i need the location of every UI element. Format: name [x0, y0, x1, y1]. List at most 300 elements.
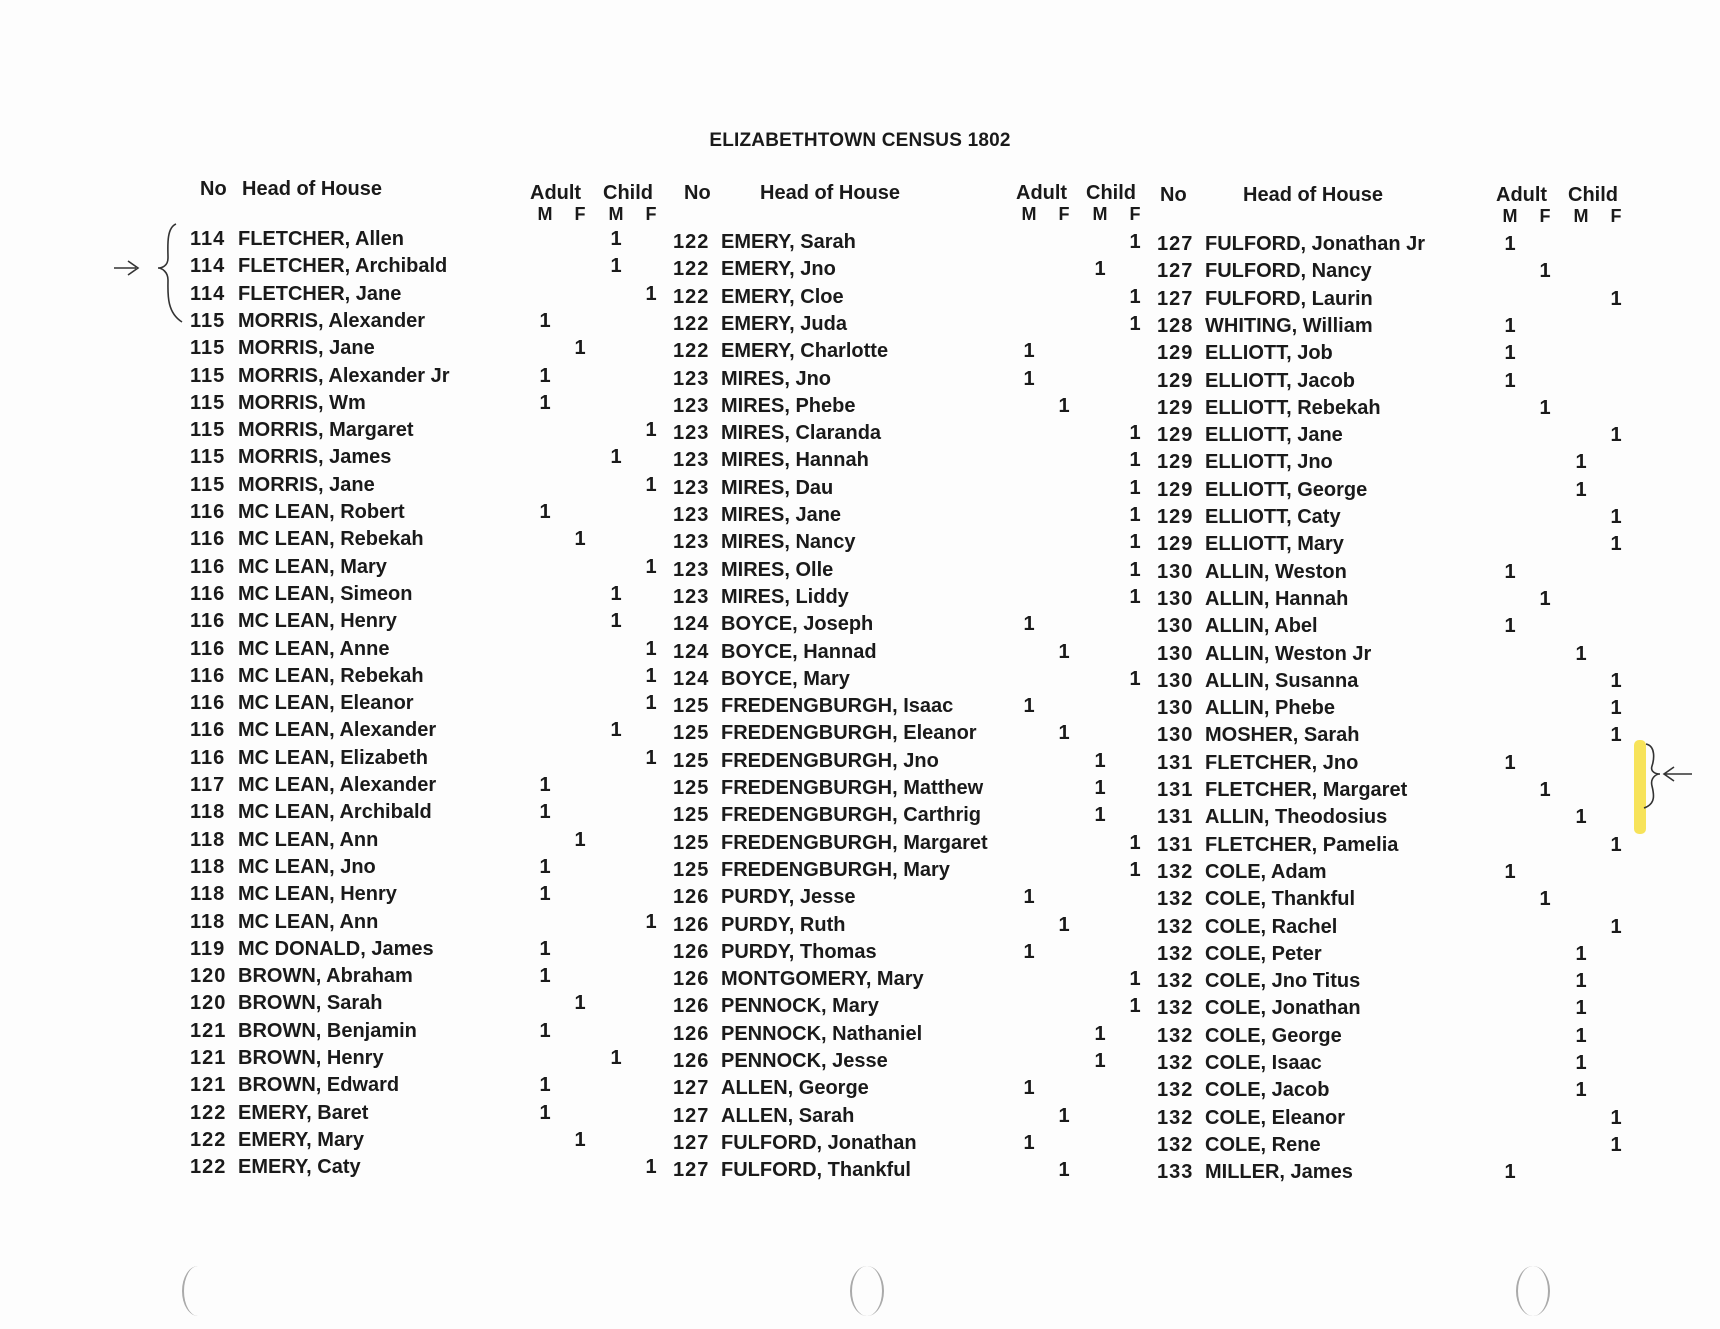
head-of-house-name: MC LEAN, Mary [238, 555, 387, 578]
count-child-m: 1 [1575, 970, 1587, 993]
head-of-house-name: MC LEAN, Rebekah [238, 528, 424, 551]
census-row [190, 938, 660, 965]
household-number: 125 [673, 804, 710, 827]
count-adult-f: 1 [574, 992, 586, 1015]
head-of-house-name: COLE, Thankful [1205, 888, 1355, 911]
head-of-house-name: FULFORD, Jonathan [721, 1131, 917, 1154]
count-child-f: 1 [1129, 858, 1141, 881]
head-of-house-name: COLE, Isaac [1205, 1052, 1322, 1074]
household-number: 132 [1157, 860, 1194, 883]
bracket-arrow-annotation [110, 218, 190, 330]
count-child-f: 1 [1610, 697, 1622, 720]
count-adult-f: 1 [574, 337, 586, 360]
census-row [190, 228, 660, 255]
census-row [1157, 1161, 1627, 1188]
head-of-house-name: ELLIOTT, Mary [1205, 533, 1344, 556]
census-row [673, 804, 1143, 831]
census-row [190, 774, 660, 801]
household-number: 118 [190, 883, 226, 906]
header-adult: Adult [530, 182, 582, 204]
household-number: 126 [673, 913, 710, 936]
count-child-f: 1 [645, 555, 657, 578]
household-number: 123 [673, 449, 710, 472]
household-number: 117 [190, 774, 226, 796]
census-row [1157, 588, 1627, 615]
household-number: 115 [190, 391, 226, 414]
head-of-house-name: MONTGOMERY, Mary [721, 968, 924, 991]
household-number: 129 [1157, 342, 1194, 365]
household-number: 131 [1157, 833, 1194, 856]
head-of-house-name: FREDENGBURGH, Carthrig [721, 804, 982, 827]
census-row [1157, 288, 1627, 315]
head-of-house-name: FULFORD, Nancy [1205, 260, 1372, 283]
census-row [1157, 451, 1627, 478]
count-adult-f: 1 [1058, 640, 1070, 663]
count-child-f: 1 [645, 910, 657, 933]
household-number: 122 [673, 340, 710, 363]
count-child-m: 1 [1575, 942, 1587, 965]
count-adult-m: 1 [539, 965, 551, 988]
census-row [190, 365, 660, 392]
count-child-m: 1 [1575, 451, 1587, 474]
census-row [1157, 260, 1627, 287]
head-of-house-name: FREDENGBURGH, Margaret [721, 831, 988, 854]
count-adult-m: 1 [1023, 695, 1035, 718]
census-row [1157, 1052, 1627, 1079]
head-of-house-name: MORRIS, James [238, 446, 392, 469]
count-child-f: 1 [645, 637, 657, 660]
household-number: 116 [190, 610, 226, 633]
household-number: 116 [190, 637, 226, 660]
count-child-m: 1 [1575, 1052, 1587, 1074]
header-child-m: M [1092, 204, 1108, 224]
household-number: 128 [1157, 314, 1194, 337]
household-number: 129 [1157, 424, 1194, 447]
census-row [673, 1050, 1143, 1077]
head-of-house-name: COLE, Jno Titus [1205, 970, 1361, 993]
head-of-house-name: BROWN, Henry [238, 1047, 384, 1069]
head-of-house-name: FREDENGBURGH, Eleanor [721, 722, 977, 745]
household-number: 132 [1157, 888, 1194, 911]
census-row [190, 255, 660, 282]
count-adult-f: 1 [574, 1128, 586, 1151]
census-row [190, 556, 660, 583]
census-row [1157, 479, 1627, 506]
count-child-m: 1 [1094, 1022, 1106, 1045]
count-child-m: 1 [1094, 749, 1106, 772]
head-of-house-name: EMERY, Juda [721, 312, 847, 335]
document-title: ELIZABETHTOWN CENSUS 1802 [709, 130, 1011, 151]
count-child-m: 1 [610, 228, 622, 250]
census-row [1157, 561, 1627, 588]
head-of-house-name: MC LEAN, Jno [238, 855, 376, 878]
head-of-house-name: BROWN, Abraham [238, 965, 413, 988]
head-of-house-name: ALLIN, Abel [1205, 615, 1318, 638]
count-adult-m: 1 [1023, 1077, 1035, 1100]
head-of-house-name: MIRES, Dau [721, 476, 834, 499]
count-adult-f: 1 [1058, 1159, 1070, 1182]
head-of-house-name: PURDY, Ruth [721, 913, 846, 936]
head-of-house-name: BOYCE, Hannad [721, 640, 877, 663]
header-child-f: F [645, 204, 657, 224]
head-of-house-name: COLE, Peter [1205, 942, 1322, 965]
household-number: 118 [190, 801, 226, 824]
census-row [673, 340, 1143, 367]
count-adult-m: 1 [1504, 314, 1516, 337]
household-number: 120 [190, 992, 227, 1015]
count-child-f: 1 [645, 692, 657, 715]
census-row [673, 286, 1143, 313]
household-number: 126 [673, 1050, 710, 1072]
household-number: 118 [190, 910, 226, 933]
header-adult-m: M [1502, 206, 1518, 226]
household-number: 115 [190, 337, 226, 360]
household-number: 132 [1157, 1079, 1194, 1102]
household-number: 115 [190, 446, 226, 469]
head-of-house-name: BOYCE, Mary [721, 667, 850, 690]
census-row [1157, 533, 1627, 560]
census-row [190, 1020, 660, 1047]
head-of-house-name: ALLIN, Weston Jr [1205, 642, 1372, 665]
header-adult: Adult [1496, 184, 1548, 206]
census-row [190, 719, 660, 746]
head-of-house-name: MORRIS, Alexander Jr [238, 364, 450, 387]
count-child-f: 1 [1129, 667, 1141, 690]
head-of-house-name: ELLIOTT, Rebekah [1205, 396, 1381, 419]
household-number: 118 [190, 828, 226, 851]
binder-hole [182, 1266, 214, 1316]
census-row [673, 695, 1143, 722]
count-adult-f: 1 [1539, 888, 1551, 911]
header-head-of-house: Head of House [1243, 184, 1384, 206]
household-number: 123 [673, 476, 710, 499]
count-child-f: 1 [1129, 231, 1141, 253]
household-number: 132 [1157, 942, 1194, 965]
head-of-house-name: PENNOCK, Nathaniel [721, 1022, 923, 1045]
household-number: 127 [673, 1159, 710, 1182]
census-row [673, 313, 1143, 340]
census-row [1157, 315, 1627, 342]
count-child-m: 1 [610, 610, 622, 633]
head-of-house-name: MIRES, Liddy [721, 585, 849, 608]
head-of-house-name: MC LEAN, Henry [238, 883, 397, 906]
census-row [1157, 1134, 1627, 1161]
head-of-house-name: FREDENGBURGH, Matthew [721, 777, 984, 799]
household-number: 130 [1157, 615, 1194, 638]
household-number: 116 [190, 501, 226, 523]
household-number: 119 [190, 937, 226, 960]
head-of-house-name: EMERY, Baret [238, 1101, 369, 1124]
head-of-house-name: FULFORD, Thankful [721, 1159, 911, 1182]
census-row [1157, 861, 1627, 888]
head-of-house-name: MC LEAN, Alexander [238, 719, 437, 742]
household-number: 116 [190, 582, 226, 605]
head-of-house-name: ELLIOTT, Job [1205, 342, 1333, 365]
count-adult-m: 1 [539, 774, 551, 796]
count-child-f: 1 [1129, 422, 1141, 445]
head-of-house-name: ELLIOTT, Jane [1205, 424, 1343, 447]
household-number: 129 [1157, 369, 1194, 392]
head-of-house-name: FLETCHER, Jno [1205, 751, 1359, 774]
head-of-house-name: BOYCE, Joseph [721, 613, 874, 636]
count-child-f: 1 [1610, 669, 1622, 692]
household-number: 132 [1157, 1106, 1194, 1129]
household-number: 129 [1157, 533, 1194, 556]
household-number: 122 [673, 312, 710, 335]
count-child-m: 1 [1575, 642, 1587, 665]
count-child-m: 1 [1094, 258, 1106, 281]
count-child-m: 1 [1575, 806, 1587, 829]
census-row [673, 668, 1143, 695]
count-adult-f: 1 [1539, 779, 1551, 801]
household-number: 127 [1157, 260, 1194, 283]
head-of-house-name: MIRES, Phebe [721, 394, 856, 417]
arrow-icon [114, 261, 138, 275]
head-of-house-name: ALLIN, Hannah [1205, 587, 1349, 610]
household-number: 130 [1157, 587, 1194, 610]
census-row [1157, 506, 1627, 533]
household-number: 116 [190, 746, 226, 769]
census-row [190, 856, 660, 883]
census-row [1157, 779, 1627, 806]
head-of-house-name: MC LEAN, Henry [238, 610, 397, 633]
household-number: 120 [190, 965, 227, 988]
household-number: 127 [673, 1077, 710, 1100]
count-adult-m: 1 [1504, 751, 1516, 774]
household-number: 121 [190, 1047, 227, 1069]
count-child-f: 1 [1129, 476, 1141, 499]
head-of-house-name: MC LEAN, Ann [238, 828, 379, 851]
header-child: Child [1086, 182, 1136, 204]
count-child-m: 1 [610, 582, 622, 605]
header-adult-f: F [574, 204, 586, 224]
household-number: 123 [673, 585, 710, 608]
household-number: 132 [1157, 915, 1194, 938]
head-of-house-name: MC LEAN, Alexander [238, 774, 437, 796]
census-row [1157, 834, 1627, 861]
header-child: Child [1568, 184, 1618, 206]
census-row [673, 449, 1143, 476]
census-row [1157, 752, 1627, 779]
household-number: 129 [1157, 451, 1194, 474]
household-number: 114 [190, 282, 226, 305]
head-of-house-name: EMERY, Caty [238, 1156, 361, 1179]
count-child-m: 1 [1094, 804, 1106, 827]
household-number: 125 [673, 831, 710, 854]
count-adult-m: 1 [1023, 940, 1035, 963]
household-number: 131 [1157, 779, 1194, 801]
census-row [1157, 916, 1627, 943]
count-adult-m: 1 [539, 364, 551, 387]
census-row [673, 1132, 1143, 1159]
census-row [1157, 724, 1627, 751]
household-number: 131 [1157, 806, 1194, 829]
count-child-f: 1 [1129, 312, 1141, 335]
head-of-house-name: ELLIOTT, Jacob [1205, 369, 1356, 392]
census-row [190, 883, 660, 910]
census-row [190, 283, 660, 310]
census-row [1157, 1107, 1627, 1134]
head-of-house-name: MC LEAN, Archibald [238, 801, 432, 824]
head-of-house-name: COLE, Jonathan [1205, 997, 1361, 1020]
head-of-house-name: MC LEAN, Rebekah [238, 664, 424, 687]
head-of-house-name: EMERY, Charlotte [721, 340, 889, 363]
household-number: 124 [673, 613, 710, 636]
head-of-house-name: MORRIS, Jane [238, 337, 375, 360]
household-number: 133 [1157, 1161, 1194, 1184]
head-of-house-name: FREDENGBURGH, Mary [721, 858, 950, 881]
head-of-house-name: ELLIOTT, George [1205, 478, 1368, 501]
household-number: 123 [673, 367, 710, 390]
binder-hole [850, 1266, 884, 1316]
census-row [1157, 424, 1627, 451]
count-adult-m: 1 [539, 937, 551, 960]
household-number: 126 [673, 968, 710, 991]
household-number: 116 [190, 692, 226, 715]
count-child-f: 1 [645, 282, 657, 305]
census-row [1157, 888, 1627, 915]
curly-brace-icon [1644, 744, 1660, 808]
count-child-f: 1 [1129, 449, 1141, 472]
census-row [673, 504, 1143, 531]
head-of-house-name: FLETCHER, Allen [238, 228, 404, 250]
household-number: 115 [190, 419, 226, 442]
count-child-m: 1 [610, 255, 622, 278]
header-child: Child [603, 182, 653, 204]
count-child-f: 1 [1610, 287, 1622, 310]
head-of-house-name: MIRES, Hannah [721, 449, 869, 472]
head-of-house-name: MC LEAN, Anne [238, 637, 390, 660]
head-of-house-name: ALLIN, Weston [1205, 560, 1347, 583]
head-of-house-name: MORRIS, Wm [238, 391, 366, 414]
census-row [673, 477, 1143, 504]
head-of-house-name: FLETCHER, Pamelia [1205, 833, 1399, 856]
count-adult-m: 1 [1023, 367, 1035, 390]
census-row [1157, 615, 1627, 642]
household-number: 123 [673, 531, 710, 554]
household-number: 127 [1157, 233, 1194, 255]
count-adult-m: 1 [1023, 613, 1035, 636]
head-of-house-name: ALLIN, Theodosius [1205, 806, 1388, 829]
census-row [190, 419, 660, 446]
household-number: 116 [190, 528, 226, 551]
household-number: 125 [673, 695, 710, 718]
census-row [673, 1077, 1143, 1104]
count-child-f: 1 [1129, 558, 1141, 581]
census-row [673, 231, 1143, 258]
census-row [673, 368, 1143, 395]
count-child-m: 1 [610, 719, 622, 742]
head-of-house-name: MIRES, Olle [721, 558, 834, 581]
census-row [1157, 1025, 1627, 1052]
count-adult-f: 1 [1058, 722, 1070, 745]
census-row [190, 583, 660, 610]
census-row [1157, 670, 1627, 697]
count-child-f: 1 [1129, 531, 1141, 554]
census-row [190, 692, 660, 719]
head-of-house-name: MIRES, Claranda [721, 422, 882, 445]
census-row [1157, 397, 1627, 424]
head-of-house-name: MORRIS, Alexander [238, 309, 426, 332]
census-row [673, 586, 1143, 613]
count-child-f: 1 [1129, 504, 1141, 526]
census-row [1157, 697, 1627, 724]
head-of-house-name: COLE, Rachel [1205, 915, 1338, 938]
count-adult-m: 1 [539, 309, 551, 332]
head-of-house-name: MC LEAN, Elizabeth [238, 746, 429, 769]
head-of-house-name: BROWN, Sarah [238, 992, 383, 1015]
head-of-house-name: EMERY, Jno [721, 258, 836, 281]
household-number: 130 [1157, 642, 1194, 665]
census-row [190, 965, 660, 992]
household-number: 130 [1157, 697, 1194, 720]
census-row [673, 941, 1143, 968]
count-adult-f: 1 [1058, 913, 1070, 936]
household-number: 132 [1157, 970, 1194, 993]
count-child-f: 1 [1610, 533, 1622, 556]
count-child-m: 1 [1094, 777, 1106, 799]
count-child-m: 1 [610, 446, 622, 469]
census-row [1157, 233, 1627, 260]
head-of-house-name: PENNOCK, Jesse [721, 1050, 888, 1072]
head-of-house-name: MIRES, Jno [721, 367, 832, 390]
count-adult-m: 1 [539, 501, 551, 523]
census-row [1157, 643, 1627, 670]
curly-brace-icon [158, 224, 182, 322]
count-adult-m: 1 [539, 801, 551, 824]
household-number: 123 [673, 422, 710, 445]
household-number: 122 [190, 1156, 227, 1179]
head-of-house-name: EMERY, Cloe [721, 285, 844, 308]
head-of-house-name: PURDY, Thomas [721, 940, 877, 963]
household-number: 123 [673, 558, 710, 581]
count-child-m: 1 [1575, 1079, 1587, 1102]
count-child-f: 1 [1129, 285, 1141, 308]
household-number: 121 [190, 1074, 227, 1097]
census-row [190, 801, 660, 828]
header-no: No [1160, 184, 1187, 206]
census-row [190, 1102, 660, 1129]
count-adult-m: 1 [1504, 342, 1516, 365]
head-of-house-name: MC DONALD, James [238, 937, 434, 960]
head-of-house-name: ELLIOTT, Caty [1205, 506, 1341, 528]
household-number: 129 [1157, 478, 1194, 501]
head-of-house-name: MOSHER, Sarah [1205, 724, 1360, 747]
household-number: 130 [1157, 724, 1194, 747]
count-adult-m: 1 [1504, 1161, 1516, 1184]
household-number: 125 [673, 722, 710, 745]
household-number: 129 [1157, 506, 1194, 528]
count-child-m: 1 [1575, 997, 1587, 1020]
count-adult-m: 1 [539, 883, 551, 906]
census-row [673, 750, 1143, 777]
head-of-house-name: MIRES, Jane [721, 504, 842, 526]
household-number: 129 [1157, 396, 1194, 419]
household-number: 132 [1157, 997, 1194, 1020]
household-number: 122 [673, 285, 710, 308]
census-row [673, 531, 1143, 558]
count-adult-m: 1 [1504, 615, 1516, 638]
count-adult-m: 1 [539, 1019, 551, 1042]
census-row [190, 911, 660, 938]
header-child-f: F [1129, 204, 1141, 224]
count-child-f: 1 [1610, 1133, 1622, 1156]
household-number: 125 [673, 749, 710, 772]
count-child-f: 1 [645, 473, 657, 496]
count-adult-f: 1 [1539, 396, 1551, 419]
count-adult-m: 1 [1023, 340, 1035, 363]
count-adult-m: 1 [1023, 1131, 1035, 1154]
